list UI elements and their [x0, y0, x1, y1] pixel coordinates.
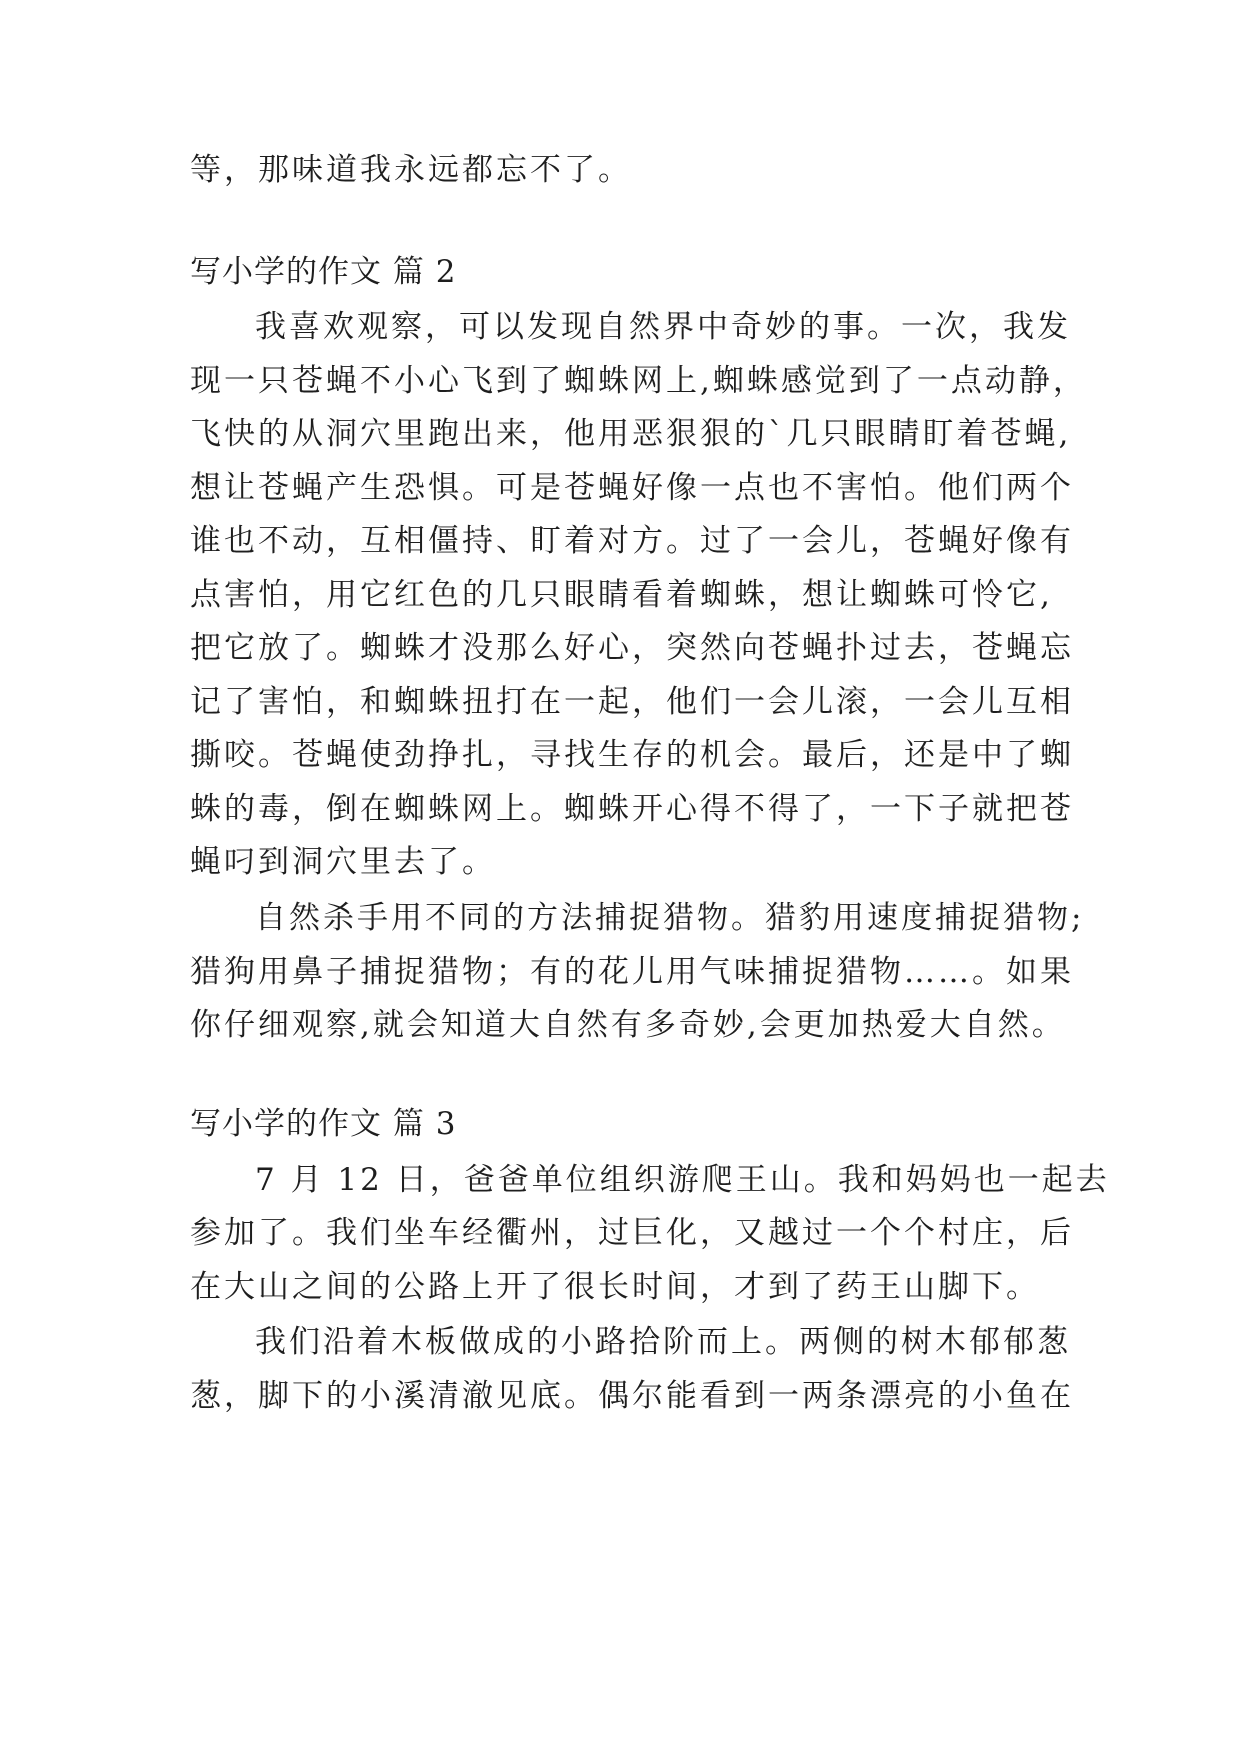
essay-3-p1-line-3: 在大山之间的公路上开了很长时间，才到了药王山脚下。 [190, 1269, 1040, 1305]
essay-2-p1-line-2: 现一只苍蝇不小心飞到了蜘蛛网上,蜘蛛感觉到了一点动静， [190, 363, 1087, 399]
essay-2-p1-line-9: 撕咬。苍蝇使劲挣扎，寻找生存的机会。最后，还是中了蜘 [190, 737, 1074, 773]
essay-2-p1-line-10: 蛛的毒，倒在蜘蛛网上。蜘蛛开心得不得了，一下子就把苍 [190, 791, 1074, 827]
essay-3-p1-line-2: 参加了。我们坐车经衢州，过巨化，又越过一个个村庄，后 [190, 1215, 1074, 1251]
essay-2-p2-line-1: 自然杀手用不同的方法捕捉猎物。猎豹用速度捕捉猎物; [255, 900, 1085, 936]
essay-2-p1-line-7: 把它放了。蜘蛛才没那么好心，突然向苍蝇扑过去，苍蝇忘 [190, 630, 1074, 666]
essay-3-title: 写小学的作文 篇 3 [190, 1106, 457, 1142]
essay-2-p1-line-3: 飞快的从洞穴里跑出来，他用恶狠狠的`几只眼睛盯着苍蝇, [190, 416, 1072, 452]
essay-2-p1-line-8: 记了害怕，和蜘蛛扭打在一起，他们一会儿滚，一会儿互相 [190, 684, 1074, 720]
essay-3-p2-line-2: 葱，脚下的小溪清澈见底。偶尔能看到一两条漂亮的小鱼在 [190, 1378, 1074, 1414]
essay-3-p2-line-1: 我们沿着木板做成的小路拾阶而上。两侧的树木郁郁葱 [255, 1324, 1071, 1360]
essay-2-p1-line-5: 谁也不动，互相僵持、盯着对方。过了一会儿，苍蝇好像有 [190, 523, 1074, 559]
essay-2-p2-line-2: 猎狗用鼻子捕捉猎物；有的花儿用气味捕捉猎物……。如果 [190, 954, 1074, 990]
essay-3-p1-line-1: 7 月 12 日，爸爸单位组织游爬王山。我和妈妈也一起去 [255, 1162, 1110, 1198]
essay-2-p1-line-1: 我喜欢观察，可以发现自然界中奇妙的事。一次，我发 [255, 309, 1071, 345]
intro-tail-line: 等，那味道我永远都忘不了。 [190, 152, 632, 188]
essay-2-p1-line-4: 想让苍蝇产生恐惧。可是苍蝇好像一点也不害怕。他们两个 [190, 470, 1074, 506]
essay-2-p2-line-3: 你仔细观察,就会知道大自然有多奇妙,会更加热爱大自然。 [190, 1007, 1066, 1043]
essay-2-p1-line-6: 点害怕，用它红色的几只眼睛看着蜘蛛，想让蜘蛛可怜它, [190, 577, 1053, 613]
essay-2-p1-line-11: 蝇叼到洞穴里去了。 [190, 844, 496, 880]
essay-2-title: 写小学的作文 篇 2 [190, 254, 457, 290]
